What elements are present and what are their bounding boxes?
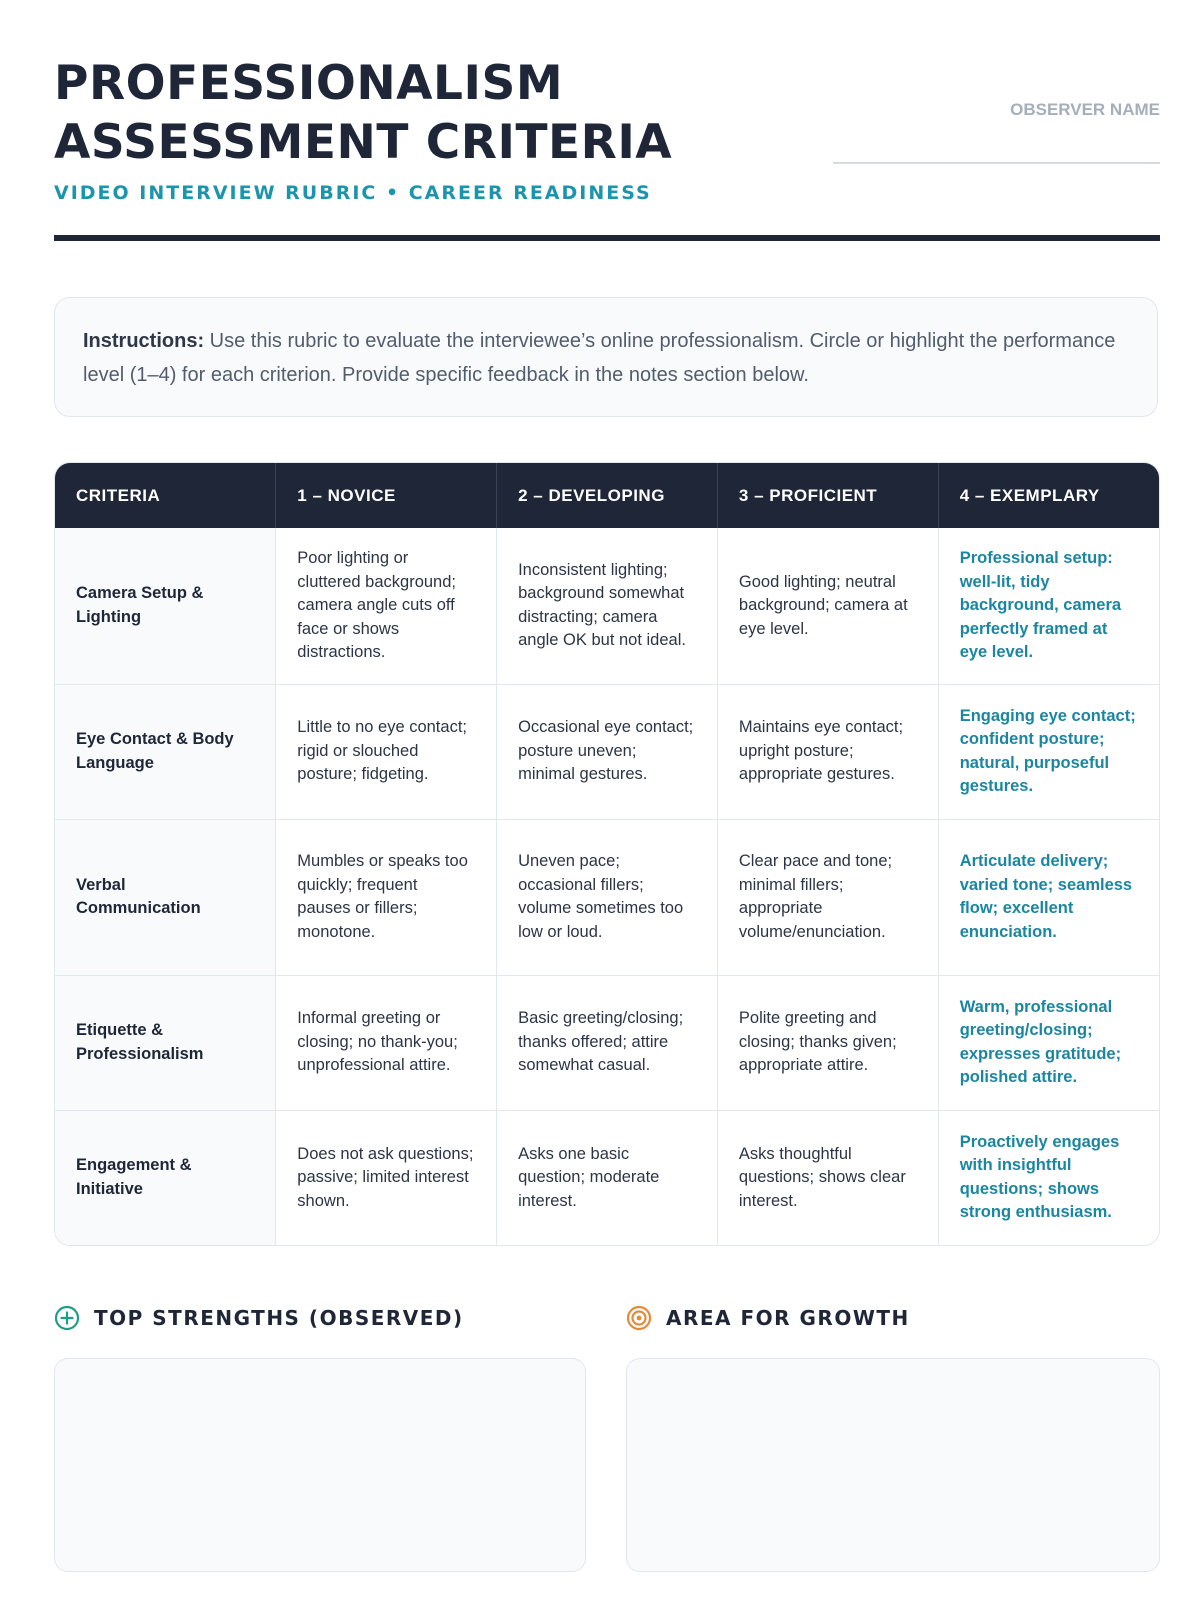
strengths-notes-box[interactable] (54, 1358, 586, 1572)
exemplary-cell[interactable]: Articulate delivery; varied tone; seamless flow; excellent enunciation. (938, 819, 1159, 975)
novice-cell[interactable]: Informal greeting or closing; no thank-you; unprofessional attire. (276, 975, 497, 1110)
table-row (55, 1110, 1159, 1245)
developing-cell[interactable]: Inconsistent lighting; background somewhat distracting; camera angle OK but not ideal. (497, 528, 718, 684)
proficient-cell[interactable]: Good lighting; neutral background; camera at eye level. (717, 528, 938, 684)
header-proficient: 3 – PROFICIENT (717, 463, 938, 528)
exemplary-cell[interactable]: Engaging eye contact; confident posture; natural, purposeful gestures. (938, 684, 1159, 819)
page-title (54, 54, 672, 172)
observer-name-label: OBSERVER NAME (1010, 100, 1160, 119)
criterion-cell: Eye Contact & Body Language (55, 684, 276, 819)
header-divider (54, 235, 1160, 241)
novice-cell[interactable]: Mumbles or speaks too quickly; frequent pauses or fillers; monotone. (276, 819, 497, 975)
exemplary-cell[interactable]: Professional setup: well-lit, tidy background, camera perfectly framed at eye level. (938, 528, 1159, 684)
criterion-cell: Verbal Communication (55, 819, 276, 975)
title-line-1: PROFESSIONALISM (54, 56, 564, 111)
table-header-row (55, 463, 1159, 528)
criterion-cell: Camera Setup & Lighting (55, 528, 276, 684)
instructions-text: Use this rubric to evaluate the interviewee’s online professionalism. Circle or highlight the performance level (1–4) for each criterion. Provide specific feedback in the notes section below. (83, 330, 1116, 386)
novice-cell[interactable]: Does not ask questions; passive; limited interest shown. (276, 1110, 497, 1245)
table-row (55, 975, 1159, 1110)
exemplary-cell[interactable]: Proactively engages with insightful questions; shows strong enthusiasm. (959, 1132, 1120, 1222)
developing-cell[interactable]: Occasional eye contact; posture uneven; minimal gestures. (497, 684, 718, 819)
instructions-lead: Instructions: (83, 330, 205, 352)
proficient-cell[interactable]: Asks thoughtful questions; shows clear interest. (717, 1110, 938, 1245)
plus-circle-icon (54, 1305, 80, 1331)
criterion-cell: Engagement & Initiative (55, 1110, 276, 1245)
developing-cell[interactable]: Basic greeting/closing; thanks offered; attire somewhat casual. (497, 975, 718, 1110)
proficient-cell[interactable]: Polite greeting and closing; thanks given; appropriate attire. (717, 975, 938, 1110)
strengths-heading (54, 1305, 464, 1331)
developing-cell[interactable]: Uneven pace; occasional fillers; volume sometimes too low or loud. (497, 819, 718, 975)
table-row (55, 528, 1159, 684)
exemplary-cell[interactable]: Warm, professional greeting/closing; expresses gratitude; polished attire. (938, 975, 1159, 1110)
criterion-cell: Etiquette & Professionalism (55, 975, 276, 1110)
header-exemplary: 4 – EXEMPLARY (938, 463, 1159, 528)
proficient-cell[interactable]: Maintains eye contact; upright posture; appropriate gestures. (717, 684, 938, 819)
header-developing: 2 – DEVELOPING (497, 463, 718, 528)
table-row (55, 819, 1159, 975)
developing-cell[interactable]: Asks one basic question; moderate interest. (497, 1110, 718, 1245)
strengths-label: TOP STRENGTHS (OBSERVED) (94, 1306, 464, 1330)
observer-name-field[interactable] (833, 162, 1160, 164)
page-subtitle: VIDEO INTERVIEW RUBRIC • CAREER READINESS (54, 182, 652, 204)
instructions-box (54, 297, 1158, 417)
growth-label: AREA FOR GROWTH (666, 1306, 910, 1330)
proficient-cell[interactable]: Clear pace and tone; minimal fillers; appropriate volume/enunciation. (717, 819, 938, 975)
target-icon (626, 1305, 652, 1331)
header-novice: 1 – NOVICE (276, 463, 497, 528)
novice-cell[interactable]: Poor lighting or cluttered background; camera angle cuts off face or shows distractions. (276, 528, 497, 684)
novice-cell[interactable]: Little to no eye contact; rigid or slouched posture; fidgeting. (276, 684, 497, 819)
table-row (55, 684, 1159, 819)
rubric-table (54, 462, 1160, 1246)
growth-heading (626, 1305, 910, 1331)
growth-notes-box[interactable] (626, 1358, 1160, 1572)
title-line-2: ASSESSMENT CRITERIA (54, 115, 673, 170)
header-criteria: CRITERIA (55, 463, 276, 528)
